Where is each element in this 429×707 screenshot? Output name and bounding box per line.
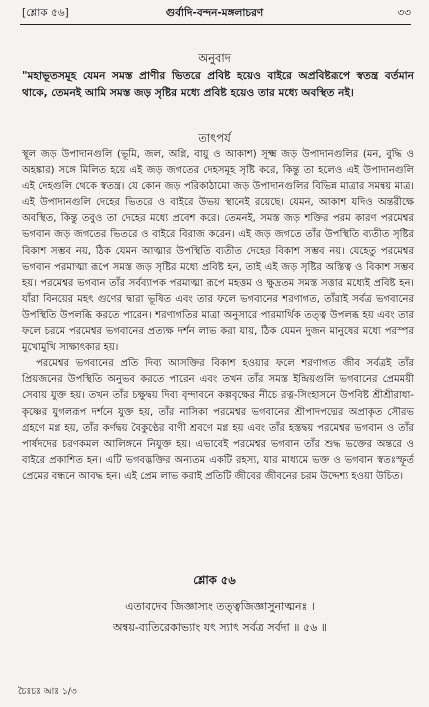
purport-body	[22, 147, 414, 485]
page-footer: চৈঃচঃ আঃ ১/৩	[18, 687, 77, 697]
verse-reference: [শ্লোক ৫৬]	[22, 7, 69, 19]
chapter-title: গুর্বাদি-বন্দন-মঙ্গলাচরণ	[165, 7, 264, 19]
translation-text: "মহাভূতসমূহ যেমন সমস্ত প্রাণীর ভিতরে প্রবিষ্ট হয়েও বাইরে অপ্রবিষ্টরূপে স্বতন্ত্র বর্তমান থাকে, তেমনই আমি সমস্ত জড় সৃষ্টির মধ্যে প্রবিষ্ট হয়েও তার মধ্যে অবস্থিত নই।	[22, 70, 414, 99]
translation-heading: অনুবাদ	[198, 51, 231, 65]
verse-number: শ্লোক ৫৬	[193, 573, 236, 587]
purport-paragraph: পরমেশ্বর ভগবানের প্রতি দিব্য আসক্তির বিকাশ হওয়ার ফলে শরণাগত জীব সর্বত্রই তাঁর প্রিয়জনের উপস্থিতি অনুভব করতে পারেন এবং তখন তাঁর সমস্ত ইন্দ্রিয়গুলি ভগবানের প্রেমময়ী সেবায় যুক্ত হয়। তখন তাঁর চক্ষুদ্বয় দিব্য বৃন্দাবনে কল্পবৃক্ষের নীচে রত্ন-সিংহাসনে উপবিষ্ট শ্রীশ্রীরাধা-কৃষ্ণের যুগলরূপ দর্শনে যুক্ত হয়, তাঁর নাসিকা পরমেশ্বর ভগবানের শ্রীপাদপদ্মের অপ্রাকৃত সৌরভ গ্রহণে মগ্ন হয়, তাঁর কর্ণদ্বয় বৈকুণ্ঠের বাণী শ্রবণে মগ্ন হয় এবং তাঁর হস্তদ্বয় পরমেশ্বর ভগবান ও তাঁর পার্ষদদের চরণকমল আলিঙ্গনে নিযুক্ত হয়। এভাবেই পরমেশ্বর ভগবান তাঁর শুদ্ধ ভক্তের অন্তরে ও বাইরে প্রকাশিত হন। এটি ভগবদ্ভক্তির অন্যতম একটি রহস্য, যার মাধ্যমে ভক্ত ও ভগবান স্বতঃস্ফূর্ত প্রেমের বন্ধনে আবদ্ধ হন। এই প্রেম লাভ করাই প্রতিটি জীবের জীবনের চরম উদ্দেশ্য হওয়া উচিত।	[22, 358, 414, 482]
header-rule	[20, 24, 411, 25]
verse-text	[40, 596, 400, 638]
purport-paragraph: স্থূল জড় উপাদানগুলি (ভূমি, জল, অগ্নি, বায়ু ও আকাশ) সূক্ষ্ম জড় উপাদানগুলির (মন, বুদ্ধি ও অহঙ্কার) সঙ্গে মিলিত হয়ে এই জড় জগতের দেহসমূহ সৃষ্টি করে, কিন্তু তা হলেও এই উপাদানগুলি এই দেহগুলি থেকে স্বতন্ত্র। যে কোন জড় পরিকাঠামো জড় উপাদানগুলির বিভিন্ন মাত্রার সমন্বয় মাত্র। এই উপাদানগুলি দেহের ভিতরে ও বাইরে উভয় স্থানেই রয়েছে। যেমন, আকাশ যদিও অন্তরীক্ষে অবস্থিত, কিন্তু তবুও তা দেহের মধ্যে প্রবেশ করে। তেমনই, সমস্ত জড় শক্তির পরম কারণ পরমেশ্বর ভগবান জড় জগতের ভিতরে ও বাইরে বিরাজ করেন। এই জড় জগতে তাঁর উপস্থিতি ব্যতীত সৃষ্টির বিকাশ সম্ভব নয়, ঠিক যেমন আত্মার উপস্থিতি ব্যতীত দেহের বিকাশ সম্ভব নয়। যেহেতু পরমেশ্বর ভগবান পরমাত্মা রূপে সমস্ত জড় সৃষ্টির মধ্যে প্রবিষ্ট হন, তাই এই জড় সৃষ্টির অস্তিত্ব ও বিকাশ সম্ভব হয়। পরমেশ্বর ভগবান তাঁর সর্বব্যাপক পরমাত্মা রূপে মহত্তম ও ক্ষুদ্রতম সমস্ত সত্তার মধ্যেই প্রবিষ্ট হন। যাঁরা বিনয়ের মহৎ গুণের দ্বারা ভূষিত এবং তার ফলে ভগবানের শরণাগত, তাঁরাই সর্বত্র ভগবানের উপস্থিতি উপলব্ধি করতে পারেন। শরণাগতির মাত্রা অনুসারে পারমার্থিক তত্ত্ব উপলব্ধ হয় এবং তার ফলে চরমে পরমেশ্বর ভগবানের প্রত্যক্ষ দর্শন লাভ করা যায়, ঠিক যেমন দুজন মানুষের মধ্যে পরস্পর মুখোমুখি সাক্ষাৎকার হয়।	[22, 149, 414, 354]
verse-line: এতাবদেব জিজ্ঞাস্যং তত্ত্বজিজ্ঞাসুনাত্মনঃ ।	[125, 600, 315, 613]
page-number: ৩৩	[397, 7, 411, 19]
purport-heading: তাৎপর্য	[198, 131, 231, 145]
verse-line: অন্বয়-ব্যতিরেকাভ্যাং যৎ স্যাৎ সর্বত্র সর্বদা ॥ ৫৬ ॥	[113, 621, 327, 634]
